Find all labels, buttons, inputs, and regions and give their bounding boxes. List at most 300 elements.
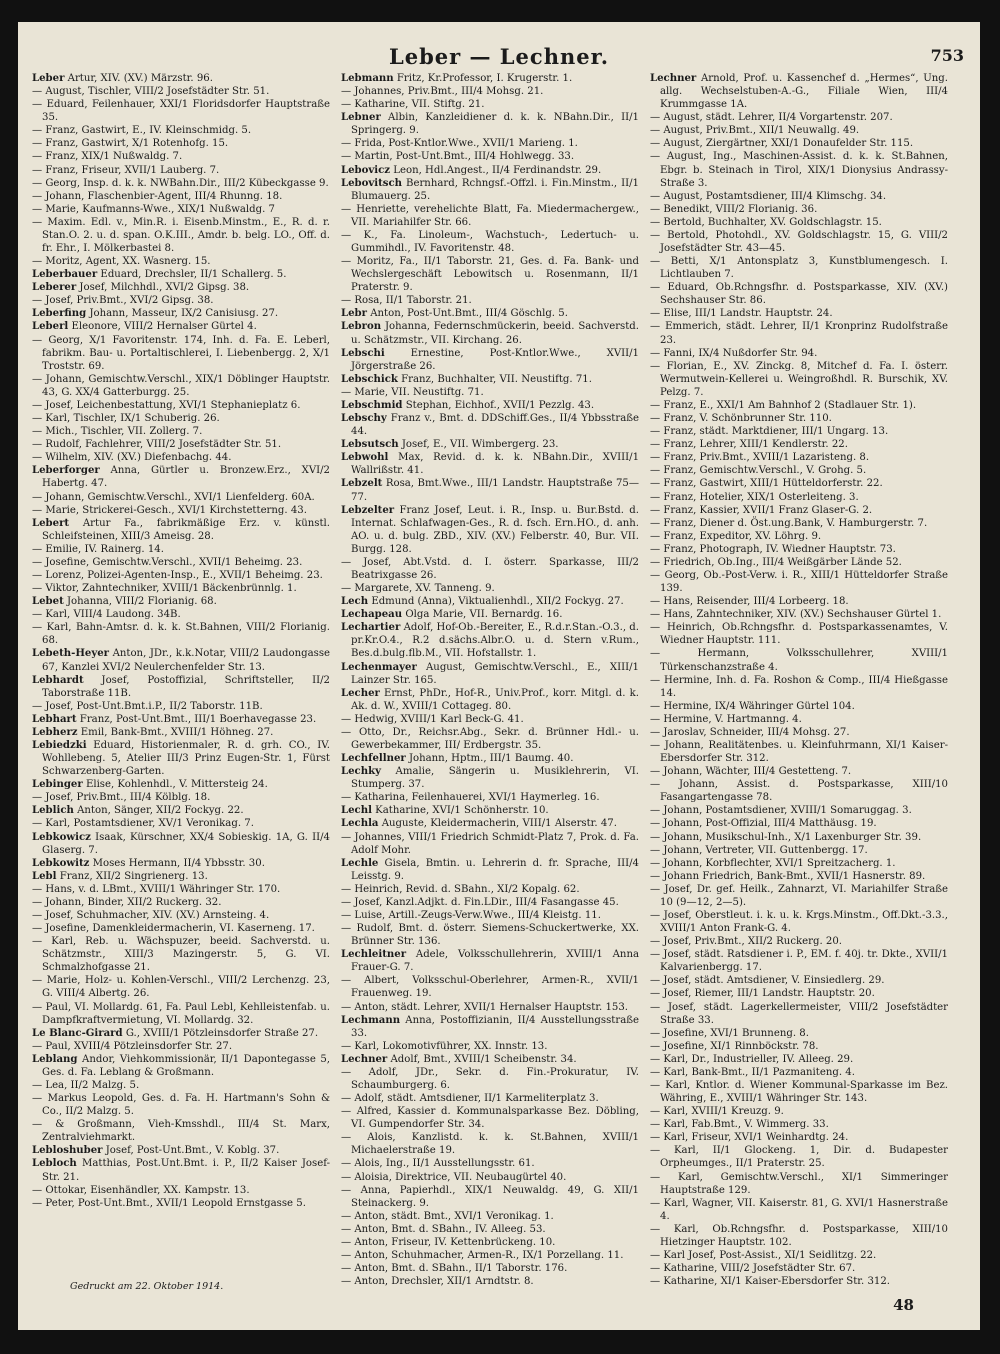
- entry-surname: Lebinger: [32, 778, 83, 791]
- directory-entry: [650, 974, 948, 987]
- entry-text: — Eduard, Ob.Rchngsfhr. d. Postsparkasse, XIV. (XV.) Sechshauser Str. 86.: [650, 282, 948, 307]
- directory-entry: [341, 621, 639, 660]
- entry-text: — Anton, Drechsler, XII/1 Arndtstr. 8.: [341, 1276, 534, 1288]
- directory-entry: [341, 164, 639, 177]
- directory-entry: [32, 124, 330, 137]
- directory-entry: [341, 1210, 639, 1223]
- entry-text: — Marie, Kaufmanns-Wwe., XIX/1 Nußwaldg. 7: [32, 203, 275, 215]
- entry-text: — Emmerich, städt. Lehrer, II/1 Kronprinz Rudolfstraße 23.: [650, 321, 948, 346]
- directory-entry: [32, 726, 330, 739]
- directory-entry: [650, 1040, 948, 1053]
- directory-entry: [650, 1001, 948, 1027]
- entry-text: — Frida, Post-Kntlor.Wwe., XVII/1 Marieng. 1.: [341, 138, 578, 150]
- entry-surname: Lebovicz: [341, 163, 391, 176]
- entry-text: — Hermine, V. Hartmanng. 4.: [650, 713, 802, 725]
- directory-entry: [650, 491, 948, 504]
- entry-text: — Johann, Realitätenbes. u. Kleinfuhrmann, XI/1 Kaiser-Ebersdorfer Str. 312.: [650, 739, 948, 765]
- directory-entry: [32, 556, 330, 569]
- entry-text: Artur Fa., fabrikmäßige Erz. v. künstl. Schleifsteinen, XIII/3 Ameisg. 28.: [42, 517, 330, 542]
- directory-entry: [341, 817, 639, 830]
- entry-text: — Adolf, städt. Amtsdiener, II/1 Karmeliterplatz 3.: [341, 1093, 599, 1105]
- directory-entry: [650, 1144, 948, 1170]
- directory-entry: [32, 1001, 330, 1027]
- directory-entry: [341, 1105, 639, 1131]
- directory-entry: [650, 778, 948, 804]
- directory-entry: [32, 268, 330, 281]
- directory-entry: [32, 1053, 330, 1079]
- entry-text: — Johann, Flaschenbier-Agent, III/4 Rhunng. 18.: [32, 190, 283, 202]
- entry-text: — Fanni, IX/4 Nußdorfer Str. 94.: [650, 347, 818, 359]
- entry-text: Arnold, Prof. u. Kassenchef d. „Hermes“, Ung. allg. Wechselstuben-A.-G., Filiale Wien, III/4 Krummgasse 1A.: [660, 73, 948, 111]
- entry-surname: Lebovitsch: [341, 176, 403, 189]
- entry-text: — Hans, v. d. LBmt., XVIII/1 Währinger Str. 170.: [32, 883, 281, 895]
- directory-entry: [32, 739, 330, 778]
- entry-text: Gisela, Bmtin. u. Lehrerin d. fr. Sprache, III/4 Leisstg. 9.: [351, 857, 639, 882]
- entry-text: — Anton, Schuhmacher, Armen-R., IX/1 Porzellang. 11.: [341, 1250, 624, 1262]
- entry-text: — Josef, Oberstleut. i. k. u. k. Krgs.Minstm., Off.Dkt.-3.3., XVIII/1 Anton Frank-G. 4.: [650, 910, 948, 935]
- directory-entry: [650, 909, 948, 935]
- directory-entry: [650, 595, 948, 608]
- directory-entry: [32, 451, 330, 464]
- entry-text: — Marie, Holz- u. Kohlen-Verschl., VIII/2 Lerchenzg. 23, G. VIII/4 Albertg. 26.: [32, 975, 330, 1000]
- directory-entry: [341, 1131, 639, 1157]
- directory-entry: [32, 399, 330, 412]
- directory-entry: [650, 360, 948, 399]
- directory-entry: [341, 477, 639, 503]
- entry-text: — Hermine, Inh. d. Fa. Roshon & Comp., III/4 Hießgasse 14.: [650, 674, 948, 699]
- entry-text: Franz, XII/2 Singrienerg. 13.: [59, 870, 208, 882]
- entry-text: — Josef, Priv.Bmt., XVI/2 Gipsg. 38.: [32, 295, 214, 307]
- entry-text: — Rosa, II/1 Taborstr. 21.: [341, 295, 472, 307]
- directory-entry: [341, 974, 639, 1000]
- entry-text: — Josef, städt. Amtsdiener, V. Einsiedlerg. 29.: [650, 975, 885, 987]
- entry-text: — Rudolf, Bmt. d. österr. Siemens-Schuckertwerke, XX. Brünner Str. 136.: [341, 923, 639, 948]
- directory-entry: [341, 804, 639, 817]
- directory-entry: [650, 1053, 948, 1066]
- directory-entry: [650, 111, 948, 124]
- entry-surname: Lebkowitz: [32, 856, 90, 869]
- directory-entry: [32, 543, 330, 556]
- directory-entry: [650, 1027, 948, 1040]
- entry-surname: Lebner: [341, 111, 381, 124]
- directory-entry: [32, 255, 330, 268]
- entry-text: — Alois, Ing., II/1 Ausstellungsstr. 61.: [341, 1158, 535, 1170]
- directory-entry: [341, 412, 639, 438]
- directory-entry: [650, 831, 948, 844]
- directory-entry: [341, 713, 639, 726]
- directory-entry: [650, 1118, 948, 1131]
- entry-text: — Katharine, XI/1 Kaiser-Ebersdorfer Str. 312.: [650, 1276, 890, 1288]
- entry-text: — August, Postamtsdiener, III/4 Klimschg. 34.: [650, 190, 887, 202]
- directory-entry: [32, 909, 330, 922]
- entry-text: — Hermine, IX/4 Währinger Gürtel 104.: [650, 700, 855, 712]
- entry-text: Franz, Post-Unt.Bmt., III/1 Boerhavegasse 23.: [79, 713, 317, 725]
- entry-text: — Johannes, VIII/1 Friedrich Schmidt-Platz 7, Prok. d. Fa. Adolf Mohr.: [341, 831, 639, 856]
- directory-entry: [341, 386, 639, 399]
- directory-entry: [650, 477, 948, 490]
- entry-text: — Franz, Diener d. Öst.ung.Bank, V. Hamburgerstr. 7.: [650, 517, 928, 529]
- directory-entry: [32, 922, 330, 935]
- entry-text: Franz Josef, Leut. i. R., Insp. u. Bur.Bstd. d. Internat. Schlafwagen-Ges., R. d. fsch. Ern.HO., d. anh. AO. u. d. bulg. ZBD., XIV. (XV.) Felberstr. 40, Bur. VII. Burgg. 128.: [351, 504, 639, 555]
- directory-entry: [341, 1249, 639, 1262]
- entry-text: — Karl, Dr., Industrieller, IV. Alleeg. 29.: [650, 1053, 854, 1065]
- entry-text: Eduard, Drechsler, II/1 Schallerg. 5.: [100, 269, 287, 281]
- directory-entry: [341, 320, 639, 346]
- directory-entry: [32, 700, 330, 713]
- entry-text: — August, Tischler, VIII/2 Josefstädter Str. 51.: [32, 86, 270, 98]
- entry-text: — Josef, städt. Lagerkellermeister, VIII/2 Josefstädter Straße 33.: [650, 1001, 948, 1026]
- directory-entry: [32, 1027, 330, 1040]
- directory-entry: [650, 72, 948, 111]
- entry-text: Ernst, PhDr., Hof-R., Univ.Prof., korr. Mitgl. d. k. Ak. d. W., XVIII/1 Cottageg. 80.: [351, 687, 639, 712]
- entry-surname: Lebsutsch: [341, 438, 399, 451]
- directory-entry: [32, 150, 330, 163]
- entry-text: Johanna, Federnschmückerin, beeid. Sachverstd. u. Schätzmstr., VII. Kirchang. 26.: [351, 321, 639, 346]
- directory-entry: [32, 216, 330, 255]
- entry-text: — Hedwig, XVIII/1 Karl Beck-G. 41.: [341, 713, 524, 725]
- directory-entry: [32, 294, 330, 307]
- directory-entry: [650, 229, 948, 255]
- entry-text: Anna, Gürtler u. Bronzew.Erz., XVI/2 Habertg. 47.: [42, 465, 330, 490]
- entry-text: — Florian, E., XV. Zinckg. 8, Mitchef d. Fa. I. österr. Wermutwein-Kellerei u. Weingroßhdl. R. Burschik, XV. Pelzg. 7.: [650, 360, 948, 398]
- column-1: [32, 72, 330, 1322]
- directory-entry: [650, 255, 948, 281]
- entry-text: — Georg, X/1 Favoritenstr. 174, Inh. d. Fa. E. Leberl, fabrikm. Bau- u. Portaltischlerei, I. Liebenbergg. 2, X/1 Troststr. 69.: [32, 334, 330, 372]
- entry-text: Bernhard, Rchngsf.-Offzl. i. Fin.Minstm., II/1 Blumauerg. 25.: [351, 177, 639, 202]
- entry-surname: Lebschmid: [341, 398, 403, 411]
- directory-entry: [650, 608, 948, 621]
- entry-surname: Lebwohl: [341, 451, 389, 464]
- directory-entry: [341, 1001, 639, 1014]
- directory-entry: [32, 1118, 330, 1144]
- entry-surname: Lebloshuber: [32, 1144, 103, 1157]
- entry-text: Auguste, Kleidermacherin, VIII/1 Alserstr. 47.: [381, 818, 617, 830]
- directory-entry: [650, 948, 948, 974]
- directory-entry: [650, 1223, 948, 1249]
- directory-entry: [32, 203, 330, 216]
- directory-entry: [32, 1040, 330, 1053]
- entry-surname: Lebet: [32, 595, 64, 608]
- directory-entry: [650, 307, 948, 320]
- directory-entry: [650, 674, 948, 700]
- entry-text: — Hans, Zahntechniker, XIV. (XV.) Sechshauser Gürtel 1.: [650, 609, 942, 621]
- entry-text: — Alfred, Kassier d. Kommunalsparkasse Bez. Döbling, VI. Gumpendorfer Str. 34.: [341, 1106, 639, 1131]
- page-number: 753: [930, 46, 964, 65]
- directory-entry: [650, 543, 948, 556]
- entry-surname: Lebeth-Heyer: [32, 647, 109, 660]
- entry-text: — Johannes, Priv.Bmt., III/4 Mohsg. 21.: [341, 86, 544, 98]
- entry-text: — Albert, Volksschul-Oberlehrer, Armen-R., XVII/1 Frauenweg. 19.: [341, 975, 639, 1000]
- directory-entry: [341, 687, 639, 713]
- directory-entry: [32, 883, 330, 896]
- directory-entry: [341, 726, 639, 752]
- entry-text: — Johann, Vertreter, VII. Guttenbergg. 17.: [650, 844, 868, 856]
- directory-entry: [32, 1157, 330, 1183]
- entry-text: — Luise, Artill.-Zeugs-Verw.Wwe., III/4 Kleistg. 11.: [341, 910, 601, 921]
- directory-entry: [341, 177, 639, 203]
- directory-entry: [32, 974, 330, 1000]
- entry-text: — Franz, Photograph, IV. Wiedner Hauptstr. 73.: [650, 543, 896, 555]
- entry-text: Adolf, Hof-Ob.-Bereiter, E., R.d.r.Stan.-O.3., d. pr.Kr.O.4., R.2 d.sächs.Albr.O. u. d. Stern v.Rum., Bes.d.bulg.flb.M., VII. Hofstallstr. 1.: [351, 622, 639, 660]
- directory-entry: [341, 451, 639, 477]
- directory-entry: [650, 320, 948, 346]
- entry-text: August, Gemischtw.Verschl., E., XIII/1 Lainzer Str. 165.: [351, 661, 639, 686]
- entry-text: — Anton, Friseur, IV. Kettenbrückeng. 10.: [341, 1236, 556, 1248]
- directory-entry: [341, 399, 639, 412]
- entry-text: Edmund (Anna), Viktualienhdl., XII/2 Fockyg. 27.: [371, 596, 624, 608]
- directory-entry: [32, 595, 330, 608]
- entry-text: — Johann, Wächter, III/4 Gestetteng. 7.: [650, 766, 852, 778]
- entry-text: — Betti, X/1 Antonsplatz 3, Kunstblumengesch. I. Lichtlauben 7.: [650, 256, 948, 281]
- directory-entry: [650, 1171, 948, 1197]
- directory-entry: [32, 647, 330, 673]
- entry-surname: Lebl: [32, 869, 57, 882]
- directory-entry: [341, 150, 639, 163]
- entry-text: — Josef, Kanzl.Adjkt. d. Fin.LDir., III/4 Fasangasse 45.: [341, 896, 619, 908]
- entry-text: — Lorenz, Polizei-Agenten-Insp., E., XVII/1 Beheimg. 23.: [32, 569, 323, 581]
- entry-text: — Karl, Lokomotivführer, XX. Innstr. 13.: [341, 1040, 548, 1052]
- directory-entry: [32, 425, 330, 438]
- entry-text: — Franz, XIX/1 Nußwaldg. 7.: [32, 151, 183, 163]
- directory-entry: [650, 1197, 948, 1223]
- directory-entry: [650, 857, 948, 870]
- entry-surname: Lebschick: [341, 372, 398, 385]
- entry-text: Amalie, Sängerin u. Musiklehrerin, VI. Stumperg. 37.: [351, 766, 639, 791]
- entry-text: — Josef, Riemer, III/1 Landstr. Hauptstr. 20.: [650, 988, 875, 1000]
- entry-text: — Karl, Friseur, XVI/1 Weinhardtg. 24.: [650, 1132, 849, 1144]
- directory-entry: [32, 412, 330, 425]
- entry-text: Moses Hermann, II/4 Ybbsstr. 30.: [92, 857, 265, 869]
- directory-entry: [650, 530, 948, 543]
- entry-surname: Lebherz: [32, 725, 78, 738]
- entry-text: Matthias, Post.Unt.Bmt. i. P., II/2 Kaiser Josef-Str. 21.: [42, 1158, 330, 1183]
- directory-entry: [650, 713, 948, 726]
- directory-entry: [341, 909, 639, 922]
- entry-text: — Karl, Wagner, VII. Kaiserstr. 81, G. XVI/1 Hasnerstraße 4.: [650, 1197, 948, 1222]
- directory-entry: [32, 281, 330, 294]
- entry-text: — Emilie, IV. Rainerg. 14.: [32, 543, 164, 555]
- entry-text: — Karl, Ob.Rchngsfhr. d. Postsparkasse, XIII/10 Hietzinger Hauptstr. 102.: [650, 1223, 948, 1248]
- directory-entry: [650, 412, 948, 425]
- entry-text: — Josef, städt. Ratsdiener i. P., EM. f. 40j. tr. Dkte., XVII/1 Kalvarienbergg. 17.: [650, 949, 948, 974]
- entry-text: Adele, Volksschullehrerin, XVIII/1 Anna Frauer-G. 7.: [351, 949, 639, 974]
- directory-entry: [341, 373, 639, 386]
- directory-entry: [650, 883, 948, 909]
- entry-surname: Lechfellner: [341, 752, 406, 765]
- entry-surname: Lechky: [341, 765, 381, 778]
- entry-text: — Johann, Gemischtw.Verschl., XVI/1 Lienfelderg. 60A.: [32, 491, 315, 503]
- directory-entry: [650, 451, 948, 464]
- directory-entry: [341, 752, 639, 765]
- entry-text: — Karl, Gemischtw.Verschl., XI/1 Simmeringer Hauptstraße 129.: [650, 1171, 948, 1196]
- entry-text: — August, Priv.Bmt., XII/1 Neuwallg. 49.: [650, 125, 860, 137]
- directory-entry: [341, 608, 639, 621]
- entry-text: — Bertold, Buchhalter, XV. Goldschlagstr. 15.: [650, 216, 882, 228]
- directory-entry: [650, 150, 948, 189]
- entry-text: — Moritz, Agent, XX. Wasnerg. 15.: [32, 256, 211, 268]
- entry-text: — Wilhelm, XIV. (XV.) Diefenbachg. 44.: [32, 452, 232, 464]
- entry-text: — August, Ziergärtner, XXI/1 Donaufelder Str. 115.: [650, 138, 914, 150]
- entry-surname: Le Blanc-Girard: [32, 1026, 123, 1039]
- directory-entry: [32, 582, 330, 595]
- directory-entry: [650, 1131, 948, 1144]
- directory-entry: [650, 765, 948, 778]
- entry-text: — Margarete, XV. Tanneng. 9.: [341, 583, 495, 595]
- entry-surname: Lechartier: [341, 621, 401, 634]
- entry-surname: Lech: [341, 595, 369, 608]
- directory-entry: [650, 504, 948, 517]
- entry-text: — Josef, Post-Unt.Bmt.i.P., II/2 Taborstr. 11B.: [32, 700, 263, 712]
- directory-entry: [32, 621, 330, 647]
- entry-surname: Lechapeau: [341, 608, 403, 621]
- directory-entry: [650, 137, 948, 150]
- directory-entry: [32, 85, 330, 98]
- entry-text: — Georg, Insp. d. k. k. NWBahn.Dir., III/2 Kübeckgasse 9.: [32, 177, 329, 189]
- directory-entry: [341, 1171, 639, 1184]
- directory-entry: [650, 556, 948, 569]
- entry-text: Josef, Postoffizial, Schriftsteller, II/2 Taborstraße 11B.: [42, 674, 330, 699]
- entry-surname: Lebzelter: [341, 503, 395, 516]
- directory-entry: [650, 647, 948, 673]
- entry-surname: Lebhardt: [32, 673, 84, 686]
- entry-text: Max, Revid. d. k. k. NBahn.Dir., XVIII/1 Wallrißstr. 41.: [351, 452, 639, 477]
- entry-text: — Franz, V. Schönbrunner Str. 110.: [650, 413, 832, 425]
- entry-surname: Lebschi: [341, 346, 385, 359]
- entry-text: — Johann, Korbflechter, XVI/1 Spreitzacherg. 1.: [650, 857, 896, 869]
- entry-text: — Johann, Post-Offizial, III/4 Matthäusg. 19.: [650, 818, 877, 830]
- sheet-signature: 48: [893, 1296, 914, 1314]
- directory-entry: [650, 124, 948, 137]
- entry-text: — Karl, Bahn-Amtsr. d. k. k. St.Bahnen, VIII/2 Florianig. 68.: [32, 622, 330, 647]
- directory-entry: [341, 831, 639, 857]
- entry-text: — Franz, Gemischtw.Verschl., V. Grohg. 5.: [650, 465, 867, 477]
- directory-entry: [341, 765, 639, 791]
- entry-text: Johann, Hptm., III/1 Baumg. 40.: [408, 753, 574, 765]
- entry-text: — Josef, Priv.Bmt., III/4 Kölblg. 18.: [32, 792, 211, 804]
- entry-text: — Moritz, Fa., II/1 Taborstr. 21, Ges. d. Fa. Bank- und Wechslergeschäft Lebowitsch u. Rosenmann, II/1 Praterstr. 9.: [341, 256, 639, 294]
- entry-text: Artur, XIV. (XV.) Märzstr. 96.: [67, 73, 213, 84]
- entry-text: — Franz, Gastwirt, X/1 Rotenhofg. 15.: [32, 138, 229, 150]
- entry-surname: Lebron: [341, 320, 382, 333]
- entry-text: — Karl, Postamtsdiener, XV/1 Veronikag. 7.: [32, 818, 254, 830]
- directory-entry: [341, 347, 639, 373]
- entry-text: — Friedrich, Ob.Ing., III/4 Weißgärber Lände 52.: [650, 556, 902, 568]
- entry-text: Elise, Kohlenhdl., V. Mittersteig 24.: [85, 779, 268, 791]
- entry-text: Rosa, Bmt.Wwe., III/1 Landstr. Hauptstraße 75—77.: [351, 478, 639, 503]
- directory-entry: [32, 1197, 330, 1210]
- entry-surname: Leberl: [32, 320, 69, 333]
- directory-entry: [32, 517, 330, 543]
- entry-text: — Marie, VII. Neustiftg. 71.: [341, 386, 484, 398]
- directory-entry: [32, 791, 330, 804]
- running-head: Leber — Lechner.: [388, 44, 610, 69]
- directory-entry: [32, 1079, 330, 1092]
- entry-surname: Leblich: [32, 804, 74, 817]
- directory-entry: [341, 307, 639, 320]
- directory-entry: [650, 700, 948, 713]
- entry-text: — Johann Friedrich, Bank-Bmt., XVII/1 Hasnerstr. 89.: [650, 870, 926, 882]
- entry-text: Franz v., Bmt. d. DDSchiff.Ges., II/4 Ybbsstraße 44.: [351, 413, 639, 438]
- entry-text: — Rudolf, Fachlehrer, VIII/2 Josefstädter Str. 51.: [32, 439, 282, 451]
- directory-entry: [341, 438, 639, 451]
- directory-entry: [341, 556, 639, 582]
- directory-entry: [341, 896, 639, 909]
- entry-text: — Jaroslav, Schneider, III/4 Mohsg. 27.: [650, 726, 850, 738]
- entry-surname: Lecher: [341, 686, 380, 699]
- directory-entry: [32, 307, 330, 320]
- directory-entry: [341, 661, 639, 687]
- entry-text: — Karl, Tischler, IX/1 Schuberig. 26.: [32, 413, 220, 425]
- directory-entry: [650, 216, 948, 229]
- directory-entry: [650, 190, 948, 203]
- directory-entry: [32, 870, 330, 883]
- directory-entry: [650, 621, 948, 647]
- directory-entry: [650, 987, 948, 1000]
- directory-entry: [341, 791, 639, 804]
- entry-text: — Franz, Priv.Bmt., XVIII/1 Lazaristeng. 8.: [650, 452, 870, 464]
- directory-entry: [341, 1184, 639, 1210]
- entry-text: — Johann, Musikschul-Inh., X/1 Laxenburger Str. 39.: [650, 831, 922, 843]
- entry-text: Isaak, Kürschner, XX/4 Sobieskig. 1A, G. II/4 Glaserg. 7.: [42, 831, 330, 856]
- directory-entry: [32, 831, 330, 857]
- entry-text: Johann, Masseur, IX/2 Canisiusg. 27.: [89, 308, 279, 320]
- directory-entry: [32, 164, 330, 177]
- entry-text: — Karl, VIII/4 Laudong. 34B.: [32, 609, 181, 621]
- directory-entry: [32, 504, 330, 517]
- entry-text: — Hermann, Volksschullehrer, XVIII/1 Türkenschanzstraße 4.: [650, 648, 948, 673]
- entry-text: — Josefine, XI/1 Rinnböckstr. 78.: [650, 1040, 819, 1052]
- entry-text: Katharine, XVI/1 Schönherstr. 10.: [375, 805, 549, 817]
- directory-entry: [650, 517, 948, 530]
- directory-entry: [650, 1105, 948, 1118]
- entry-text: Franz, Buchhalter, VII. Neustiftg. 71.: [401, 373, 592, 385]
- directory-entry: [650, 844, 948, 857]
- entry-text: — Franz, E., XXI/1 Am Bahnhof 2 (Stadlauer Str. 1).: [650, 399, 917, 411]
- entry-text: — Karl, II/1 Glockeng. 1, Dir. d. Budapester Orpheumges., II/1 Praterstr. 25.: [650, 1145, 948, 1170]
- entry-text: — Marie, Strickerei-Gesch., XVI/1 Kirchstetterng. 43.: [32, 504, 307, 516]
- entry-text: — Eduard, Feilenhauer, XXI/1 Floridsdorfer Hauptstraße 35.: [32, 99, 330, 124]
- directory-entry: [32, 98, 330, 124]
- entry-text: — Franz, Expeditor, XV. Löhrg. 9.: [650, 530, 822, 542]
- entry-text: — Markus Leopold, Ges. d. Fa. H. Hartmann's Sohn & Co., II/2 Malzg. 5.: [32, 1093, 330, 1118]
- entry-text: — Katharina, Feilenhauerei, XVI/1 Haymerleg. 16.: [341, 792, 600, 804]
- entry-surname: Lechleitner: [341, 948, 407, 961]
- entry-surname: Lechner: [650, 72, 697, 84]
- entry-text: Albin, Kanzleidiener d. k. k. NBahn.Dir., II/1 Springerg. 9.: [351, 112, 639, 137]
- entry-text: — Anton, Bmt. d. SBahn., II/1 Taborstr. 176.: [341, 1263, 568, 1275]
- directory-entry: [32, 857, 330, 870]
- directory-entry: [650, 739, 948, 765]
- entry-text: — Johann, Postamtsdiener, XVIII/1 Somaruggag. 3.: [650, 805, 912, 817]
- entry-text: Josef, E., VII. Wimbergerg. 23.: [401, 439, 559, 451]
- entry-text: Eduard, Historienmaler, R. d. grh. CO., IV. Wohllebeng. 5, Atelier III/3 Prinz Eugen-Str. 1, Fürst Schwarzenberg-Garten.: [42, 739, 330, 778]
- entry-text: — Josefine, Gemischtw.Verschl., XVII/1 Beheimg. 23.: [32, 556, 303, 568]
- column-3: [650, 72, 948, 1322]
- directory-entry: [32, 464, 330, 490]
- directory-entry: [341, 595, 639, 608]
- entry-surname: Lebiedzki: [32, 738, 87, 751]
- directory-entry: [341, 1157, 639, 1170]
- directory-entry: [341, 72, 639, 85]
- directory-entry: [341, 1092, 639, 1105]
- entry-text: Andor, Viehkommissionär, II/1 Dapontegasse 5, Ges. d. Fa. Leblang & Großmann.: [42, 1053, 330, 1078]
- entry-surname: Lebschy: [341, 412, 387, 425]
- entry-surname: Lechner: [341, 1052, 388, 1065]
- entry-text: — Katharine, VIII/2 Josefstädter Str. 67.: [650, 1263, 856, 1275]
- directory-entry: [650, 935, 948, 948]
- entry-text: — Mich., Tischler, VII. Zollerg. 7.: [32, 426, 203, 438]
- entry-text: — Otto, Dr., Reichsr.Abg., Sekr. d. Brünner Hdl.- u. Gewerbekammer, III/ Erdbergstr. 35.: [341, 726, 639, 751]
